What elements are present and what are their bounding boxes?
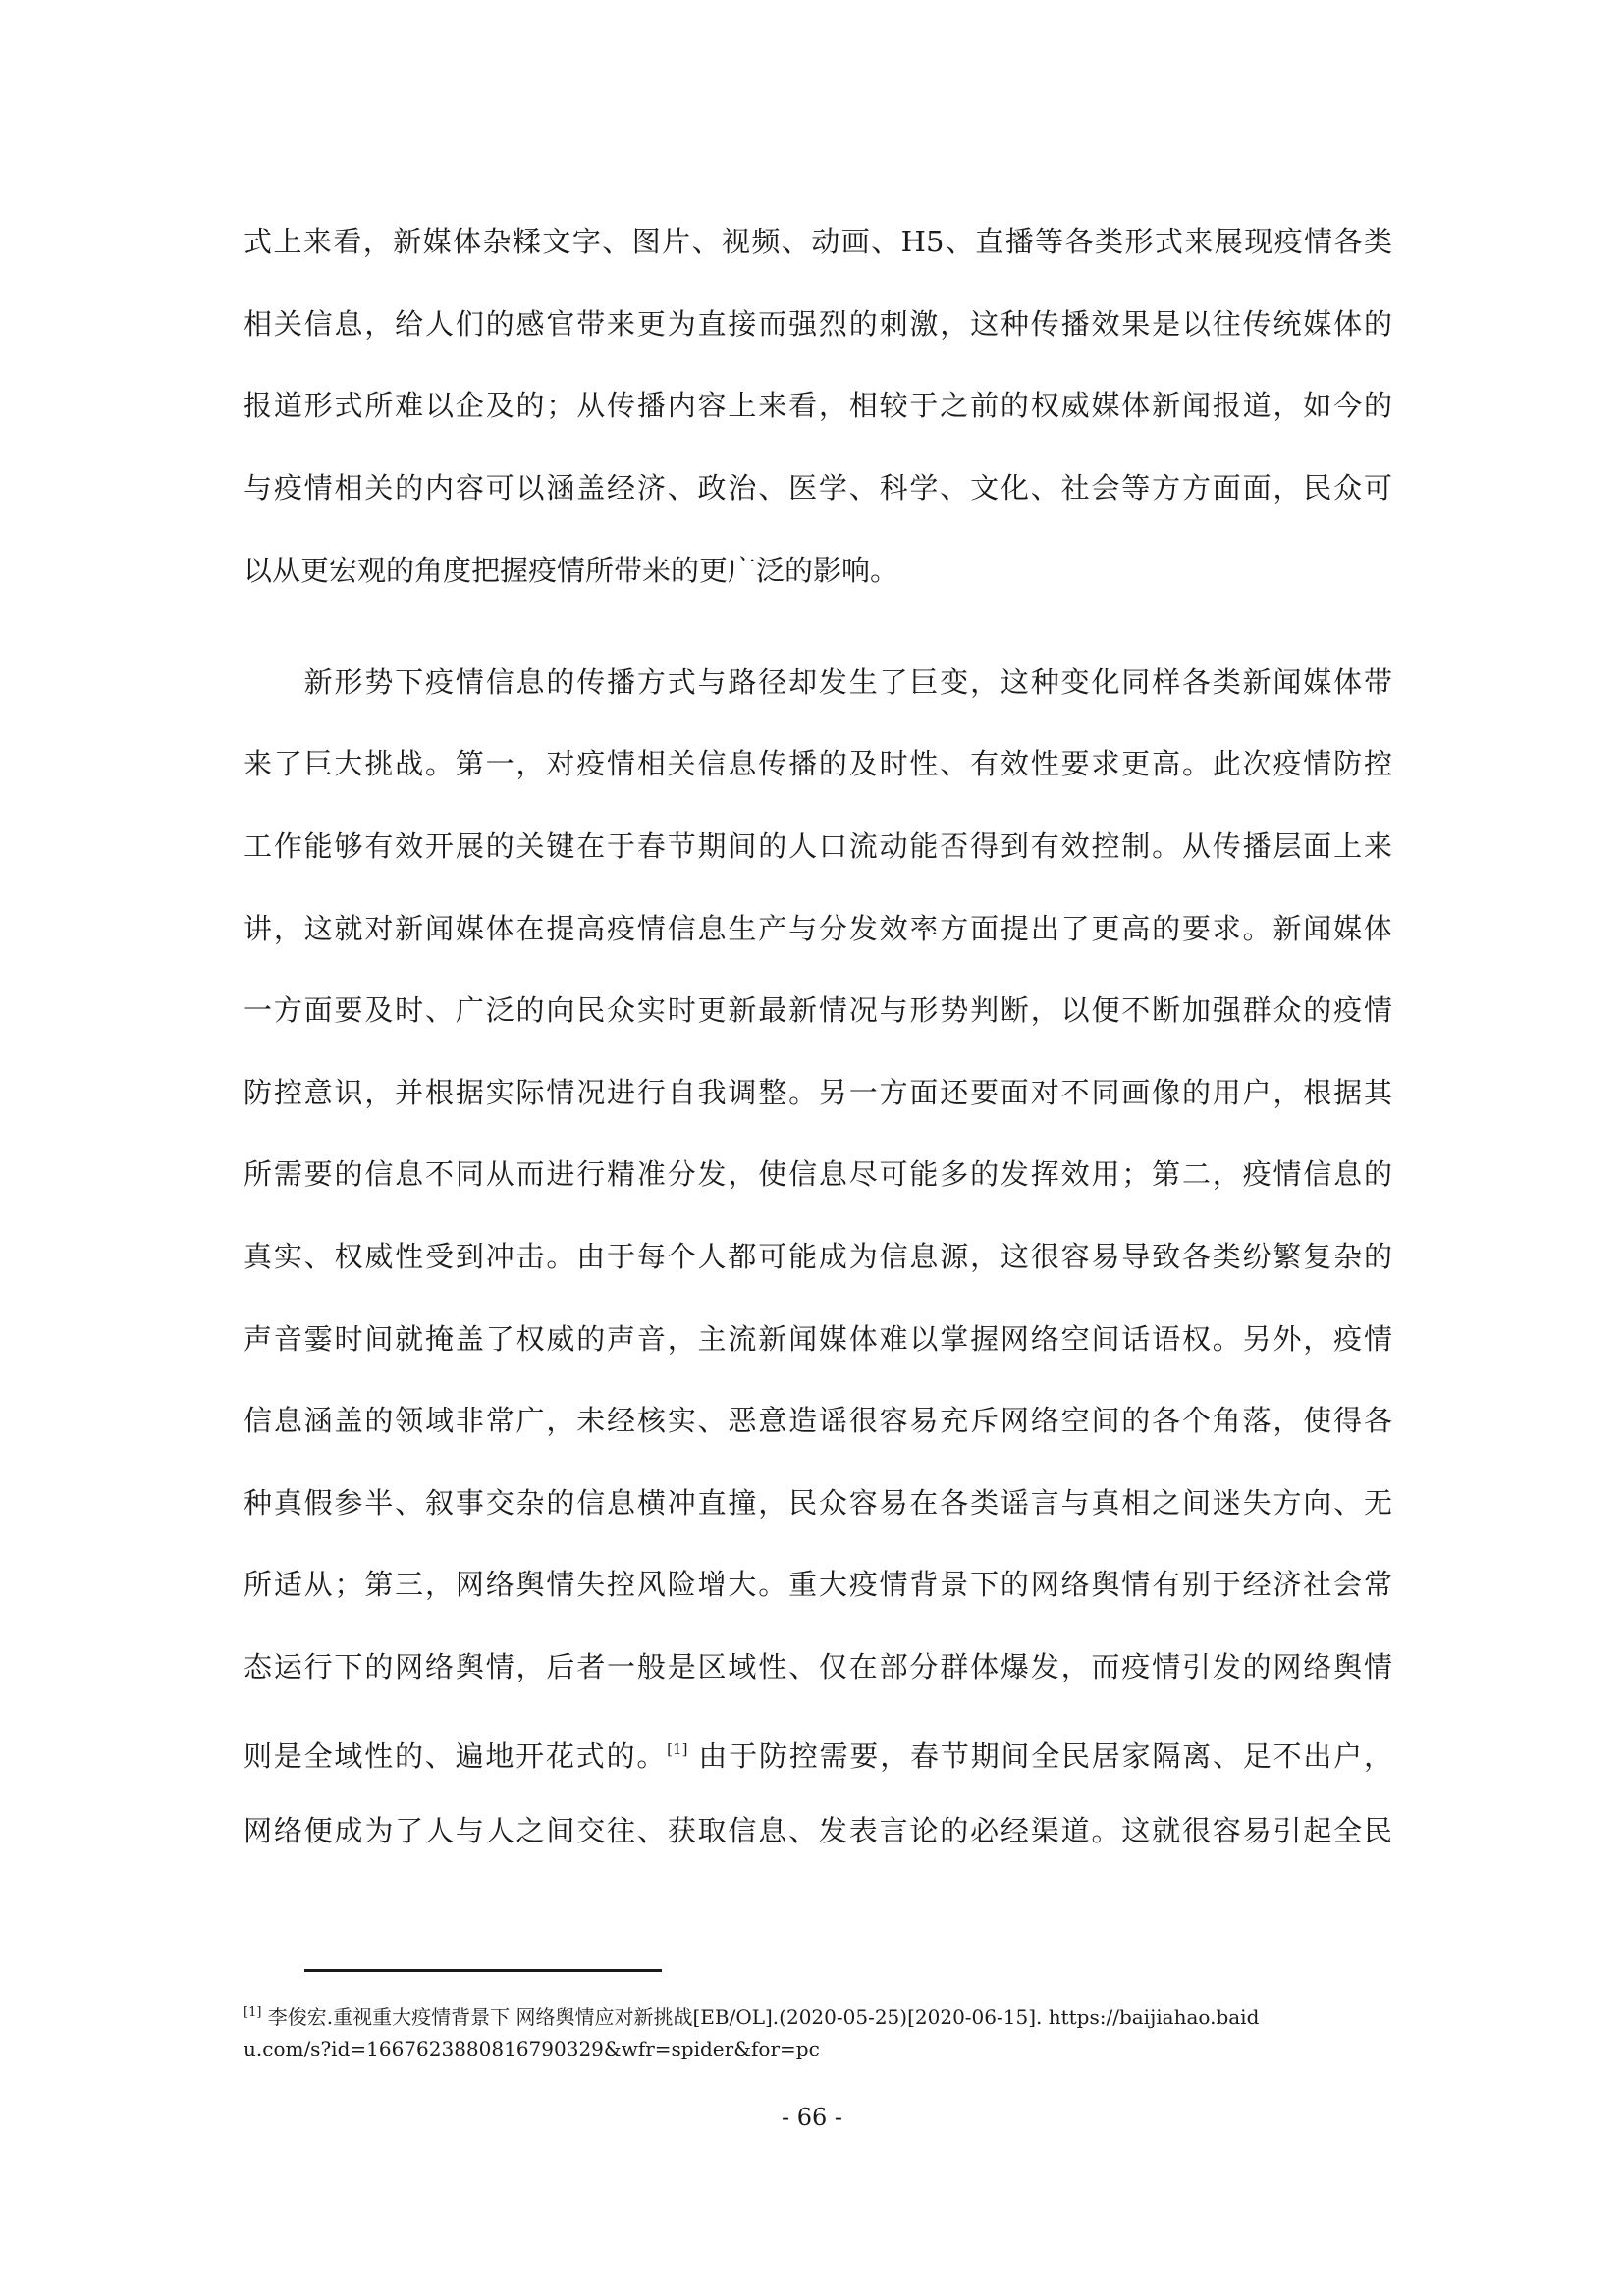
footnote-url-continuation[interactable]: u.com/s?id=1667623880816790329&wfr=spider&for=pc <box>244 2037 820 2060</box>
text-line: 声音霎时间就掩盖了权威的声音，主流新闻媒体难以掌握网络空间话语权。另外，疫情 <box>244 1322 1392 1356</box>
text-line: 防控意识，并根据实际情况进行自我调整。另一方面还要面对不同画像的用户，根据其 <box>244 1076 1392 1109</box>
text-line: 新形势下疫情信息的传播方式与路径却发生了巨变，这种变化同样各类新闻媒体带 <box>244 666 1392 699</box>
footnote-divider <box>304 1969 662 1972</box>
text-line: 式上来看，新媒体杂糅文字、图片、视频、动画、H5、直播等各类形式来展现疫情各类 <box>244 225 1392 258</box>
text-line: 所需要的信息不同从而进行精准分发，使信息尽可能多的发挥效用；第二，疫情信息的 <box>244 1157 1392 1191</box>
text-line-with-citation <box>244 1730 1392 1776</box>
footnote-marker: [1] <box>244 2005 262 2020</box>
text-line: 真实、权威性受到冲击。由于每个人都可能成为信息源，这很容易导致各类纷繁复杂的 <box>244 1240 1392 1273</box>
text-segment: 由于防控需要，春节期间全民居家隔离、足不出户， <box>687 1739 1392 1773</box>
text-line: 来了巨大挑战。第一，对疫情相关信息传播的及时性、有效性要求更高。此次疫情防控 <box>244 747 1392 780</box>
text-line: 一方面要及时、广泛的向民众实时更新最新情况与形势判断，以便不断加强群众的疫情 <box>244 993 1392 1027</box>
text-line: 所适从；第三，网络舆情失控风险增大。重大疫情背景下的网络舆情有别于经济社会常 <box>244 1568 1392 1601</box>
footnote-text: 李俊宏.重视重大疫情背景下 网络舆情应对新挑战[EB/OL].(2020-05-25)[2020-06-15]. https://baijiahao.baid <box>261 2005 1260 2029</box>
footnote-line <box>244 1999 1392 2032</box>
footnote-reference[interactable]: [1] <box>667 1740 688 1758</box>
text-line: 信息涵盖的领域非常广，未经核实、恶意造谣很容易充斥网络空间的各个角落，使得各 <box>244 1404 1392 1437</box>
text-segment: 则是全域性的、遍地开花式的。 <box>244 1739 668 1773</box>
text-line: 讲，这就对新闻媒体在提高疫情信息生产与分发效率方面提出了更高的要求。新闻媒体 <box>244 912 1392 945</box>
text-line: 与疫情相关的内容可以涵盖经济、政治、医学、科学、文化、社会等方方面面，民众可 <box>244 471 1392 505</box>
text-line: 态运行下的网络舆情，后者一般是区域性、仅在部分群体爆发，而疫情引发的网络舆情 <box>244 1650 1392 1683</box>
footnote-line <box>244 2034 1392 2063</box>
text-line: 报道形式所难以企及的；从传播内容上来看，相较于之前的权威媒体新闻报道，如今的 <box>244 389 1392 422</box>
text-line: 相关信息，给人们的感官带来更为直接而强烈的刺激，这种传播效果是以往传统媒体的 <box>244 307 1392 341</box>
text-line: 工作能够有效开展的关键在于春节期间的人口流动能否得到有效控制。从传播层面上来 <box>244 829 1392 863</box>
text-line: 网络便成为了人与人之间交往、获取信息、发表言论的必经渠道。这就很容易引起全民 <box>244 1814 1392 1847</box>
text-line: 以从更宏观的角度把握疫情所带来的更广泛的影响。 <box>244 554 899 587</box>
page-number: - 66 - <box>781 2104 842 2131</box>
text-line: 种真假参半、叙事交杂的信息横冲直撞，民众容易在各类谣言与真相之间迷失方向、无 <box>244 1486 1392 1520</box>
